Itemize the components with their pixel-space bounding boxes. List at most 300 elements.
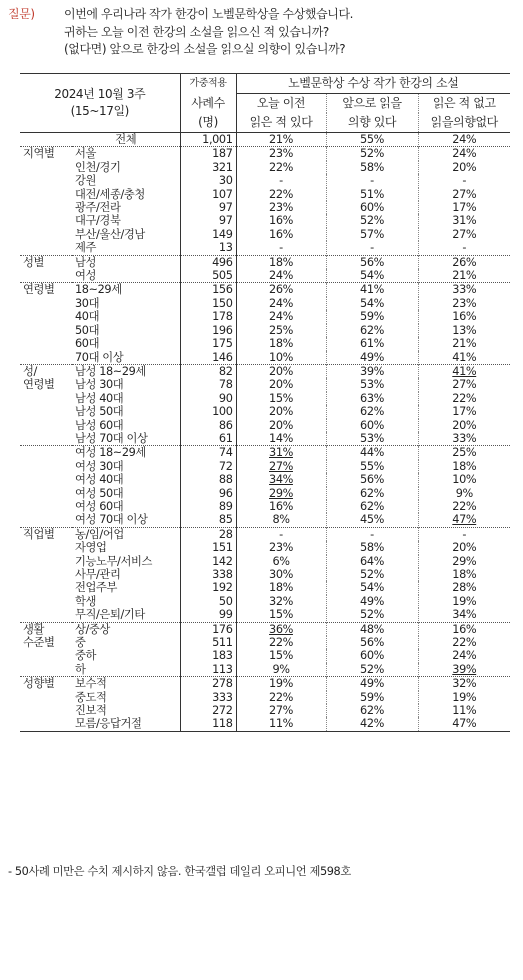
read-before-pct: - <box>236 527 326 541</box>
table-row <box>20 147 510 161</box>
subgroup-label: 남성 60대 <box>75 418 124 432</box>
intend-to-read-pct: 64% <box>326 555 418 568</box>
category-label <box>20 608 72 622</box>
category-label <box>20 500 72 513</box>
read-before-pct: 36% <box>236 622 326 636</box>
read-before-pct: 34% <box>236 473 326 486</box>
category-label <box>20 324 72 337</box>
question-block <box>8 6 353 59</box>
table-row <box>20 636 510 649</box>
subgroup-label: 남성 40대 <box>75 391 124 405</box>
no-intent-pct: 32% <box>418 677 510 691</box>
no-intent-pct: 17% <box>418 201 510 214</box>
category-label: 지역별 <box>20 147 72 161</box>
category-label <box>20 133 72 147</box>
no-intent-pct: 47% <box>418 717 510 731</box>
table-row <box>20 214 510 227</box>
category-label <box>20 188 72 201</box>
read-before-pct: 16% <box>236 214 326 227</box>
table-row <box>20 241 510 255</box>
read-before-pct: 6% <box>236 555 326 568</box>
read-before-pct: 24% <box>236 297 326 310</box>
category-label: 수준별 <box>23 636 55 650</box>
intend-to-read-pct: 44% <box>326 446 418 460</box>
no-intent-pct: 25% <box>418 446 510 460</box>
table-row <box>20 324 510 337</box>
intend-to-read-pct: 62% <box>326 405 418 418</box>
table-row <box>20 161 510 174</box>
no-intent-pct: 28% <box>418 581 510 594</box>
sample-size: 107 <box>180 188 236 201</box>
sample-size: 85 <box>180 513 236 527</box>
subgroup-label: 남성 70대 이상 <box>75 431 148 445</box>
sample-size: 156 <box>180 283 236 297</box>
sample-size: 74 <box>180 446 236 460</box>
no-intent-pct: 31% <box>418 214 510 227</box>
subgroup-label: 70대 이상 <box>75 350 124 364</box>
read-before-pct: 18% <box>236 337 326 350</box>
table-row <box>20 622 510 636</box>
sample-size: 82 <box>180 364 236 378</box>
no-intent-pct: 19% <box>418 691 510 704</box>
table-row <box>20 541 510 554</box>
intend-to-read-pct: 48% <box>326 622 418 636</box>
intend-to-read-pct: 55% <box>326 133 418 147</box>
category-label <box>20 460 72 473</box>
read-before-pct: 15% <box>236 392 326 405</box>
sample-size: 50 <box>180 595 236 608</box>
table-row <box>20 473 510 486</box>
results-table <box>20 73 510 732</box>
read-before-pct: 8% <box>236 513 326 527</box>
read-before-pct: 9% <box>236 663 326 677</box>
sample-size: 321 <box>180 161 236 174</box>
sample-size: 505 <box>180 269 236 283</box>
category-label <box>20 351 72 365</box>
sample-size: 118 <box>180 717 236 731</box>
intend-to-read-pct: 53% <box>326 432 418 446</box>
subgroup-label: 여성 <box>75 269 97 283</box>
sample-size: 150 <box>180 297 236 310</box>
subgroup-label: 여성 40대 <box>75 473 124 487</box>
sample-size: 192 <box>180 581 236 594</box>
question-line-1: 이번에 우리나라 작가 한강이 노벨문학상을 수상했습니다. <box>64 7 354 21</box>
subgroup-label: 모름/응답거절 <box>72 717 180 731</box>
sample-size: 178 <box>180 310 236 323</box>
table-row <box>20 188 510 201</box>
read-before-pct: 24% <box>236 269 326 283</box>
category-label <box>20 241 72 255</box>
table-row <box>20 527 510 541</box>
table-row <box>20 432 510 446</box>
subgroup-label: 60대 <box>75 337 100 351</box>
no-intent-pct: 22% <box>418 392 510 405</box>
read-before-pct: 16% <box>236 500 326 513</box>
table-row <box>20 405 510 418</box>
table-row <box>20 704 510 717</box>
intend-to-read-pct: 58% <box>326 161 418 174</box>
read-before-pct: 27% <box>236 460 326 473</box>
intend-to-read-pct: 57% <box>326 228 418 241</box>
read-before-pct: 27% <box>236 704 326 717</box>
no-intent-pct: 16% <box>418 310 510 323</box>
category-label <box>20 405 72 418</box>
table-row <box>20 351 510 365</box>
no-intent-pct: 26% <box>418 255 510 269</box>
sample-size: 272 <box>180 704 236 717</box>
sample-size: 113 <box>180 663 236 677</box>
weighted-label-2: 사례수 <box>180 94 236 114</box>
intend-to-read-pct: - <box>326 527 418 541</box>
read-before-pct: - <box>236 174 326 187</box>
sample-size: 338 <box>180 568 236 581</box>
no-intent-pct: 21% <box>418 269 510 283</box>
read-before-pct: 21% <box>236 133 326 147</box>
sample-size: 196 <box>180 324 236 337</box>
intend-to-read-pct: 49% <box>326 351 418 365</box>
no-intent-pct: - <box>418 241 510 255</box>
subgroup-label: 하 <box>75 662 86 676</box>
intend-to-read-pct: - <box>326 174 418 187</box>
table-row <box>20 419 510 432</box>
subgroup-label: 여성 70대 이상 <box>75 513 148 527</box>
read-before-pct: 18% <box>236 255 326 269</box>
category-label <box>20 337 72 350</box>
read-before-pct: 20% <box>236 405 326 418</box>
no-intent-pct: 27% <box>418 378 510 391</box>
category-label <box>20 419 72 432</box>
category-label: 연령별 <box>20 283 72 297</box>
sample-size: 151 <box>180 541 236 554</box>
sample-size: 30 <box>180 174 236 187</box>
table-row <box>20 337 510 350</box>
sample-size: 96 <box>180 487 236 500</box>
subgroup-label: 중 <box>75 636 86 650</box>
sample-size: 175 <box>180 337 236 350</box>
intend-to-read-pct: 54% <box>326 581 418 594</box>
table-row <box>20 677 510 691</box>
subgroup-label: 여성 60대 <box>75 499 124 513</box>
sample-size: 97 <box>180 201 236 214</box>
category-label <box>20 214 72 227</box>
sample-size: 176 <box>180 622 236 636</box>
intend-to-read-pct: 56% <box>326 473 418 486</box>
no-intent-pct: 13% <box>418 324 510 337</box>
table-row <box>20 255 510 269</box>
category-label <box>20 513 72 527</box>
sample-size: 99 <box>180 608 236 622</box>
category-label <box>20 704 72 717</box>
read-before-pct: 31% <box>236 446 326 460</box>
category-label <box>20 541 72 554</box>
subgroup-label: 전체 <box>115 133 137 146</box>
intend-to-read-pct: 55% <box>326 460 418 473</box>
category-label <box>20 663 72 677</box>
table-row <box>20 269 510 283</box>
sample-size: 146 <box>180 351 236 365</box>
subgroup-label: 인천/경기 <box>75 160 121 174</box>
sample-size: 90 <box>180 392 236 405</box>
intend-to-read-pct: 62% <box>326 500 418 513</box>
footnote: - 50사례 미만은 수치 제시하지 않음. 한국갤럽 데일리 오피니언 제598호 <box>8 865 351 878</box>
table-row <box>20 201 510 214</box>
intend-to-read-pct: 59% <box>326 310 418 323</box>
no-intent-pct: 34% <box>418 608 510 622</box>
subgroup-label: 중도적 <box>75 690 107 704</box>
subgroup-label: 남성 <box>72 255 180 269</box>
read-before-pct: 25% <box>236 324 326 337</box>
intend-to-read-pct: 52% <box>326 608 418 622</box>
intend-to-read-pct: 52% <box>326 214 418 227</box>
no-intent-pct: 27% <box>418 228 510 241</box>
subgroup-label: 50대 <box>75 323 100 337</box>
category-label <box>20 228 72 241</box>
table-row <box>20 595 510 608</box>
read-before-pct: 10% <box>236 351 326 365</box>
intend-to-read-pct: 52% <box>326 147 418 161</box>
intend-to-read-pct: 54% <box>326 297 418 310</box>
read-before-pct: 26% <box>236 283 326 297</box>
table-row <box>20 460 510 473</box>
question-line-3: (없다면) 앞으로 한강의 소설을 읽으실 의향이 있습니까? <box>64 42 346 56</box>
sample-size: 511 <box>180 636 236 649</box>
read-before-pct: 22% <box>236 161 326 174</box>
category-label <box>20 555 72 568</box>
intend-to-read-pct: 59% <box>326 691 418 704</box>
subgroup-label: 기능노무/서비스 <box>75 554 152 568</box>
sample-size: 142 <box>180 555 236 568</box>
subgroup-label: 30대 <box>75 296 100 310</box>
read-before-pct: 11% <box>236 717 326 731</box>
sample-size: 61 <box>180 432 236 446</box>
table-row <box>20 568 510 581</box>
no-intent-pct: 24% <box>418 147 510 161</box>
table-row <box>20 133 510 147</box>
subgroup-label: 남성 30대 <box>75 378 124 392</box>
no-intent-pct: 18% <box>418 568 510 581</box>
no-intent-pct: 41% <box>418 351 510 365</box>
read-before-pct: 20% <box>236 419 326 432</box>
table-row <box>20 691 510 704</box>
intend-to-read-pct: 60% <box>326 419 418 432</box>
col2-header-line-1: 앞으로 읽을 <box>326 94 418 114</box>
sample-size: 13 <box>180 241 236 255</box>
subgroup-label: 광주/전라 <box>75 201 121 215</box>
category-label <box>20 446 72 460</box>
table-row <box>20 663 510 677</box>
no-intent-pct: 24% <box>418 649 510 662</box>
table-row <box>20 581 510 594</box>
table-row <box>20 513 510 527</box>
sample-size: 86 <box>180 419 236 432</box>
intend-to-read-pct: 42% <box>326 717 418 731</box>
read-before-pct: 32% <box>236 595 326 608</box>
subgroup-label: 학생 <box>75 594 97 608</box>
subgroup-label: 무직/은퇴/기타 <box>75 608 145 622</box>
col3-header-line-2: 읽을의향없다 <box>418 113 510 133</box>
category-label <box>20 161 72 174</box>
no-intent-pct: 20% <box>418 419 510 432</box>
period-line-2: (15~17일) <box>70 104 129 118</box>
intend-to-read-pct: 60% <box>326 649 418 662</box>
no-intent-pct: - <box>418 174 510 187</box>
category-label <box>20 392 72 405</box>
category-label: 성향별 <box>20 677 72 691</box>
category-label <box>20 691 72 704</box>
table-row <box>20 500 510 513</box>
category-label <box>20 595 72 608</box>
category-label <box>20 487 72 500</box>
no-intent-pct: 47% <box>418 513 510 527</box>
table-row <box>20 297 510 310</box>
no-intent-pct: 20% <box>418 541 510 554</box>
intend-to-read-pct: - <box>326 241 418 255</box>
read-before-pct: 22% <box>236 691 326 704</box>
intend-to-read-pct: 49% <box>326 677 418 691</box>
intend-to-read-pct: 62% <box>326 324 418 337</box>
intend-to-read-pct: 62% <box>326 487 418 500</box>
table-row <box>20 392 510 405</box>
table-row <box>20 378 510 391</box>
read-before-pct: 22% <box>236 188 326 201</box>
intend-to-read-pct: 52% <box>326 663 418 677</box>
subgroup-label: 대구/경북 <box>75 214 121 228</box>
weighted-label-1: 가중적용 <box>180 74 236 94</box>
category-label <box>20 473 72 486</box>
no-intent-pct: - <box>418 527 510 541</box>
subgroup-label: 부산/울산/경남 <box>75 227 145 241</box>
subgroup-label: 여성 50대 <box>75 486 124 500</box>
no-intent-pct: 18% <box>418 460 510 473</box>
category-label <box>20 297 72 310</box>
weighted-label-3: (명) <box>180 113 236 133</box>
sample-size: 333 <box>180 691 236 704</box>
intend-to-read-pct: 61% <box>326 337 418 350</box>
read-before-pct: 23% <box>236 541 326 554</box>
sample-size: 496 <box>180 255 236 269</box>
category-label <box>20 432 72 446</box>
category-label <box>20 568 72 581</box>
read-before-pct: 20% <box>236 364 326 378</box>
sample-size: 89 <box>180 500 236 513</box>
intend-to-read-pct: 45% <box>326 513 418 527</box>
category-label <box>20 649 72 662</box>
subgroup-label: 여성 30대 <box>75 459 124 473</box>
no-intent-pct: 19% <box>418 595 510 608</box>
subgroup-label: 농/임/어업 <box>72 527 180 541</box>
read-before-pct: 24% <box>236 310 326 323</box>
table-body <box>20 133 510 732</box>
sample-size: 100 <box>180 405 236 418</box>
table-row <box>20 487 510 500</box>
read-before-pct: 14% <box>236 432 326 446</box>
subgroup-label: 여성 18~29세 <box>72 446 180 460</box>
no-intent-pct: 22% <box>418 500 510 513</box>
read-before-pct: 29% <box>236 487 326 500</box>
intend-to-read-pct: 56% <box>326 255 418 269</box>
category-label <box>20 201 72 214</box>
col2-header-line-2: 의향 있다 <box>326 113 418 133</box>
table-row <box>20 717 510 731</box>
subgroup-label: 제주 <box>75 241 97 255</box>
subgroup-label: 40대 <box>75 310 100 324</box>
sample-size: 78 <box>180 378 236 391</box>
table-row <box>20 310 510 323</box>
read-before-pct: 15% <box>236 649 326 662</box>
read-before-pct: 22% <box>236 636 326 649</box>
subgroup-label: 진보적 <box>75 704 107 718</box>
subgroup-label: 전업주부 <box>75 581 118 595</box>
table-row <box>20 283 510 297</box>
sample-size: 149 <box>180 228 236 241</box>
col1-header-line-1: 오늘 이전 <box>236 94 326 114</box>
subgroup-label: 상/중상 <box>72 622 180 636</box>
no-intent-pct: 41% <box>418 364 510 378</box>
read-before-pct: 18% <box>236 581 326 594</box>
read-before-pct: 20% <box>236 378 326 391</box>
table-row <box>20 174 510 187</box>
category-label <box>20 717 72 731</box>
category-label: 성/ <box>20 364 72 378</box>
category-label: 연령별 <box>23 378 55 392</box>
subgroup-label: 강원 <box>75 174 97 188</box>
sample-size: 28 <box>180 527 236 541</box>
table-row <box>20 555 510 568</box>
no-intent-pct: 29% <box>418 555 510 568</box>
table-row <box>20 446 510 460</box>
intend-to-read-pct: 51% <box>326 188 418 201</box>
table-row <box>20 608 510 622</box>
no-intent-pct: 21% <box>418 337 510 350</box>
read-before-pct: 23% <box>236 201 326 214</box>
intend-to-read-pct: 60% <box>326 201 418 214</box>
read-before-pct: - <box>236 241 326 255</box>
no-intent-pct: 9% <box>418 487 510 500</box>
read-before-pct: 23% <box>236 147 326 161</box>
group-header: 노벨문학상 수상 작가 한강의 소설 <box>236 74 510 94</box>
read-before-pct: 16% <box>236 228 326 241</box>
period-line-1: 2024년 10월 3주 <box>54 87 146 101</box>
intend-to-read-pct: 56% <box>326 636 418 649</box>
sample-size: 278 <box>180 677 236 691</box>
no-intent-pct: 17% <box>418 405 510 418</box>
intend-to-read-pct: 49% <box>326 595 418 608</box>
sample-size: 97 <box>180 214 236 227</box>
category-label <box>20 581 72 594</box>
no-intent-pct: 20% <box>418 161 510 174</box>
no-intent-pct: 33% <box>418 432 510 446</box>
period-header <box>20 74 180 133</box>
no-intent-pct: 39% <box>418 663 510 677</box>
no-intent-pct: 16% <box>418 622 510 636</box>
sample-size: 1,001 <box>180 133 236 147</box>
subgroup-label: 사무/관리 <box>75 568 121 581</box>
intend-to-read-pct: 53% <box>326 378 418 391</box>
col1-header-line-2: 읽은 적 있다 <box>236 113 326 133</box>
question-line-2: 귀하는 오늘 이전 한강의 소설을 읽으신 적 있습니까? <box>64 24 329 39</box>
read-before-pct: 15% <box>236 608 326 622</box>
read-before-pct: 19% <box>236 677 326 691</box>
subgroup-label: 서울 <box>72 147 180 161</box>
table-row <box>20 228 510 241</box>
no-intent-pct: 33% <box>418 283 510 297</box>
sample-size: 187 <box>180 147 236 161</box>
read-before-pct: 30% <box>236 568 326 581</box>
category-label: 직업별 <box>20 527 72 541</box>
no-intent-pct: 27% <box>418 188 510 201</box>
intend-to-read-pct: 58% <box>326 541 418 554</box>
category-label: 성별 <box>20 255 72 269</box>
